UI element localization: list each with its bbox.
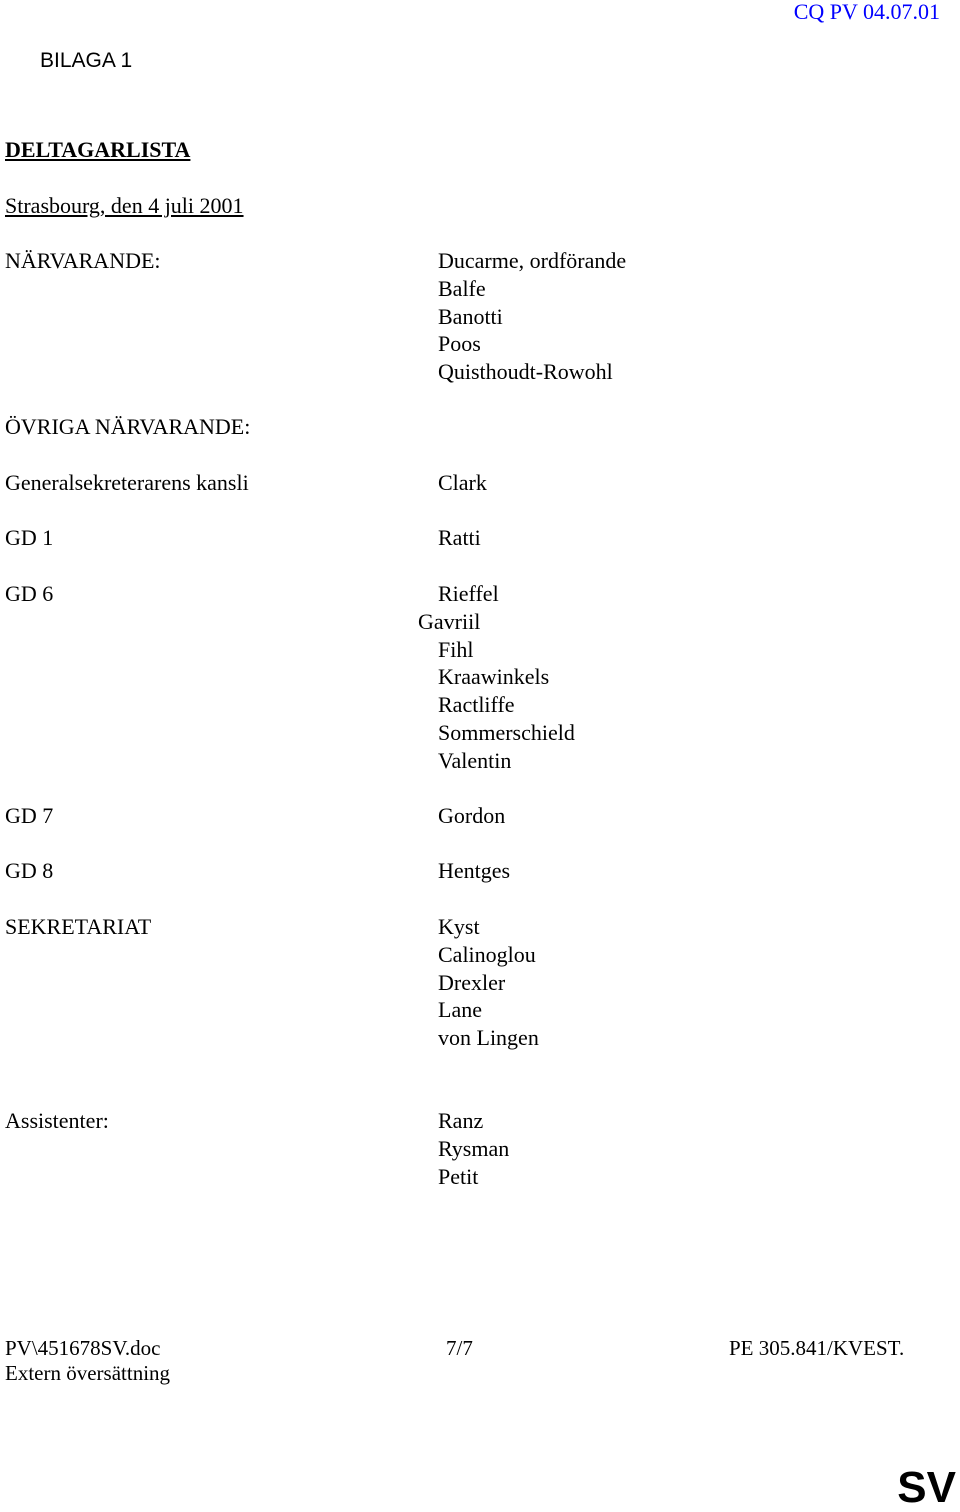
group-label: SEKRETARIAT (5, 914, 152, 939)
name-entry: Rieffel (438, 581, 499, 606)
name-entry: Clark (438, 470, 487, 495)
group-names (438, 857, 510, 885)
name-entry: Balfe (438, 275, 486, 301)
name-entry: Poos (438, 331, 481, 357)
assistants-label: Assistenter: (5, 1108, 109, 1133)
name-entry: Ducarme, ordförande (438, 248, 627, 273)
name-entry: Fihl (438, 636, 474, 662)
name-entry: Calinoglou (438, 941, 536, 967)
name-entry: Banotti (438, 303, 503, 329)
name-entry: Drexler (438, 969, 506, 995)
annex-label: BILAGA 1 (40, 49, 133, 72)
name-entry: Petit (438, 1163, 479, 1189)
footer-note: Extern översättning (5, 1361, 171, 1385)
group-names (438, 802, 505, 830)
present-names (438, 247, 626, 386)
group-label: Generalsekreterarens kansli (5, 470, 249, 495)
name-entry: Kyst (438, 914, 480, 939)
others-label: ÖVRIGA NÄRVARANDE: (5, 414, 251, 439)
name-entry: Valentin (438, 747, 512, 773)
group-label: GD 7 (5, 803, 54, 828)
document-reference: CQ PV 04.07.01 (793, 0, 940, 24)
name-entry: von Lingen (438, 1025, 539, 1051)
language-badge: SV (897, 1463, 956, 1512)
footer-file: PV\451678SV.doc (5, 1336, 161, 1360)
name-entry: Ranz (438, 1108, 484, 1133)
group-names (438, 524, 481, 552)
name-entry: Hentges (438, 858, 511, 883)
name-entry: Ractliffe (438, 692, 515, 718)
assistants-names (438, 1107, 509, 1190)
name-entry: Sommerschield (438, 719, 575, 745)
name-entry: Kraawinkels (438, 664, 550, 690)
name-entry: Ratti (438, 525, 481, 550)
present-label: NÄRVARANDE: (5, 248, 161, 273)
group-names (438, 913, 539, 1052)
name-entry: Gavriil (418, 608, 481, 634)
name-entry: Lane (438, 997, 482, 1023)
group-label: GD 6 (5, 581, 54, 606)
group-names (438, 469, 487, 497)
place-date: Strasbourg, den 4 juli 2001 (5, 193, 244, 218)
group-label: GD 1 (5, 525, 54, 550)
name-entry: Rysman (438, 1135, 510, 1161)
group-label: GD 8 (5, 858, 54, 883)
name-entry: Quisthoudt-Rowohl (438, 359, 613, 385)
footer-reference: PE 305.841/KVEST. (729, 1336, 905, 1360)
page-title: DELTAGARLISTA (5, 137, 191, 162)
group-names (418, 580, 575, 775)
name-entry: Gordon (438, 803, 506, 828)
footer-page-number: 7/7 (446, 1336, 473, 1360)
